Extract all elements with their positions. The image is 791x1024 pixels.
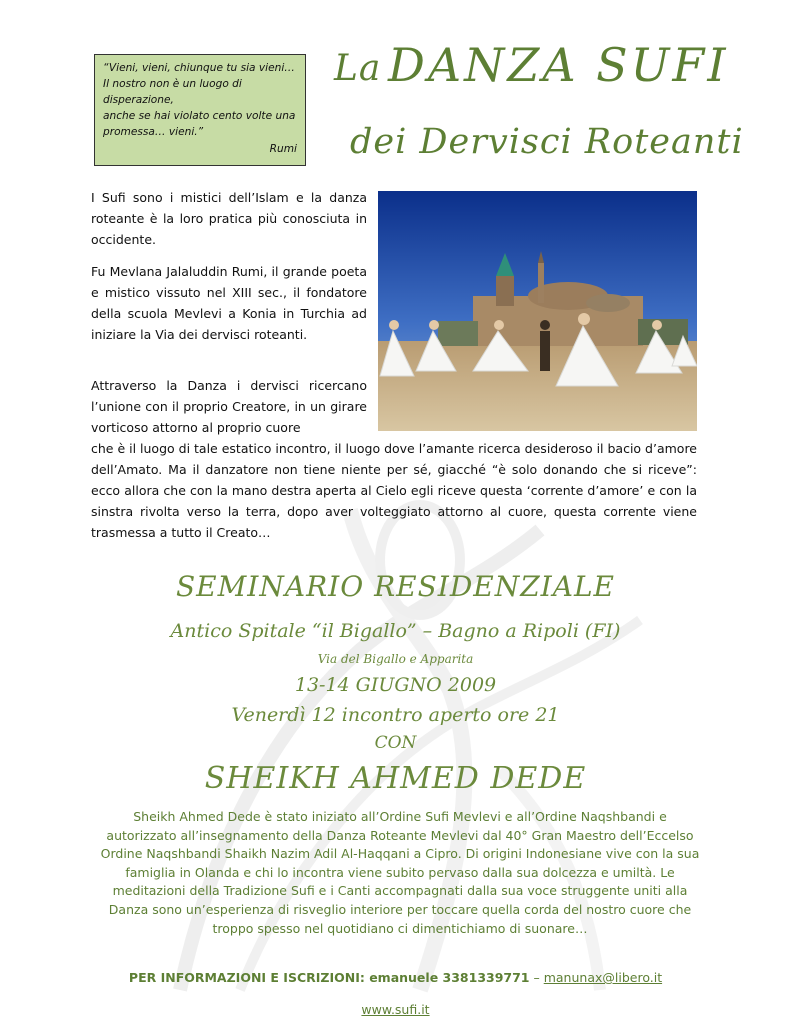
venue-line: Antico Spitale “il Bigallo” – Bagno a Ripoli (FI) bbox=[170, 620, 621, 642]
contact-info bbox=[0, 970, 791, 985]
page-subtitle: dei Dervisci Roteanti bbox=[350, 122, 744, 162]
title-prefix: La bbox=[334, 48, 382, 89]
quote-author: Rumi bbox=[269, 143, 297, 155]
website-link[interactable]: www.sufi.it bbox=[361, 1002, 430, 1017]
quote-line: Il nostro non è un luogo di bbox=[103, 78, 242, 90]
open-meeting-line: Venerdì 12 incontro aperto ore 21 bbox=[231, 704, 560, 726]
contact-label: PER INFORMAZIONI E ISCRIZIONI: emanuele 3381339771 bbox=[128, 970, 530, 985]
quote-line: promessa… vieni.” bbox=[103, 126, 204, 138]
rumi-paragraph: Fu Mevlana Jalaluddin Rumi, il grande poeta e mistico vissuto nel XIII sec., il fondatore della scuola Mevlevi a Konia in Turchia ad iniziare la Via dei dervisci roteanti. bbox=[91, 264, 367, 342]
seminar-heading: SEMINARIO RESIDENZIALE bbox=[176, 570, 615, 603]
dance-paragraph: Attraverso la Danza i dervisci ricercano l’unione con il proprio Creatore, in un girare vorticoso attorno al proprio cuore bbox=[91, 378, 367, 435]
address-line: Via del Bigallo e Apparita bbox=[317, 652, 474, 666]
intro-paragraph: I Sufi sono i mistici dell’Islam e la danza roteante è la loro pratica più conosciuta in occidente. bbox=[91, 190, 367, 247]
contact-separator: – bbox=[529, 970, 544, 985]
quote-line: anche se hai violato cento volte una bbox=[103, 110, 296, 122]
page-title: DANZA SUFI bbox=[388, 38, 729, 92]
whirling-dervishes-photo bbox=[378, 191, 697, 431]
email-link[interactable]: manunax@libero.it bbox=[543, 970, 663, 985]
quote-line: disperazione, bbox=[103, 94, 174, 106]
rumi-quote-box bbox=[94, 54, 306, 166]
dance-paragraph-continued: che è il luogo di tale estatico incontro, il luogo dove l’amante ricerca desideroso il bacio d’amore dell’Amato. Ma il danzatore non tiene niente per sé, giacché “è solo donando che si riceve”: ecco allora che con la mano destra aperta al Cielo egli riceve questa ‘corrente d’amore’ e con la sinstra rivolta verso la terra, dopo aver volteggiato attorno al cuore, questa corrente viene trasmessa a tutto il Creato… bbox=[91, 441, 697, 540]
with-label: CON bbox=[374, 733, 417, 753]
teacher-bio: Sheikh Ahmed Dede è stato iniziato all’Ordine Sufi Mevlevi e all’Ordine Naqshbandi e autorizzato all’insegnamento della Danza Roteante Mevlevi dal 40° Gran Maestro dell’Eccelso Ordine Naqshbandi Shaikh Nazim Adil Al-Haqqani a Cipro. Di origini Indonesiane vive con la sua famiglia in Olanda e chi lo incontra viene subito pervaso dalla sua dolcezza e umiltà. Le meditazioni della Tradizione Sufi e i Canti accompagnati dalla sua voce struggente uniti alla Danza sono un’esperienza di risveglio interiore per toccare quella corda del nostro cuore che troppo spesso nel quotidiano ci dimentichiamo di suonare… bbox=[100, 809, 700, 936]
teacher-name: SHEIKH AHMED DEDE bbox=[204, 761, 587, 796]
event-dates: 13-14 GIUGNO 2009 bbox=[294, 674, 497, 696]
quote-line: “Vieni, vieni, chiunque tu sia vieni… bbox=[103, 62, 295, 74]
